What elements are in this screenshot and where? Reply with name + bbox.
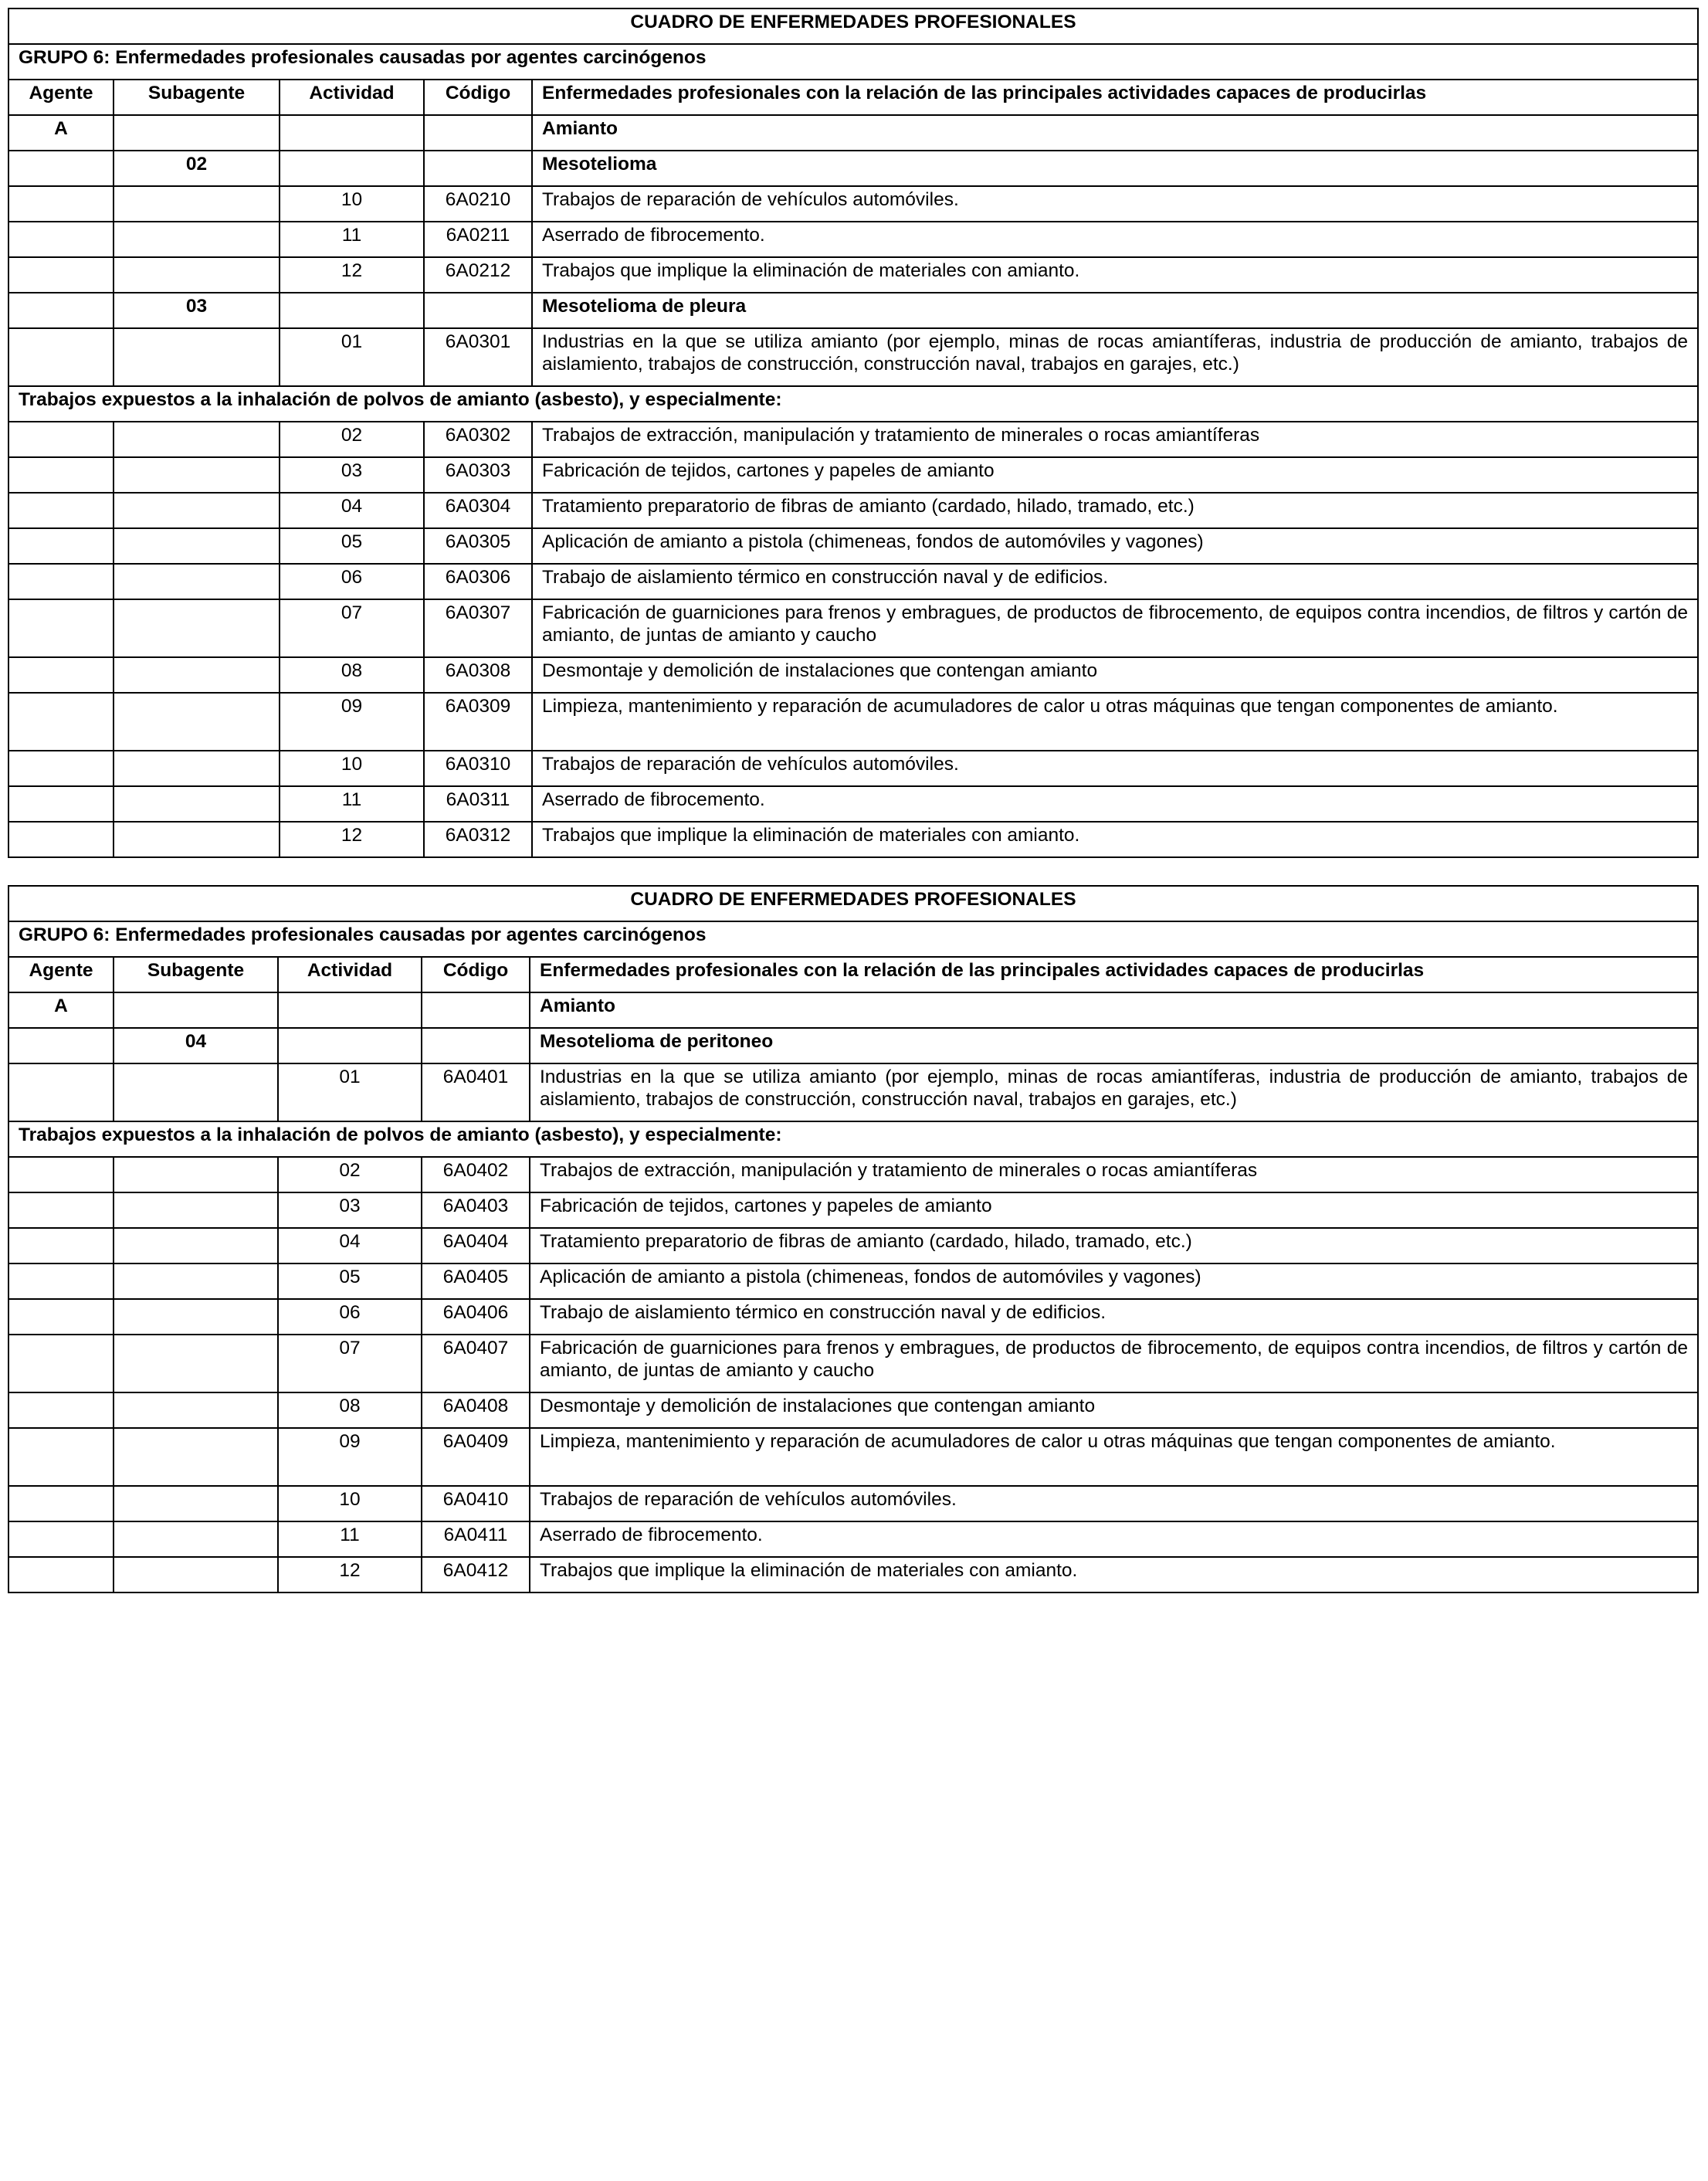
activity-cell: 08 <box>278 1392 422 1428</box>
table-row <box>8 1392 1698 1428</box>
table-title-row <box>8 886 1698 921</box>
empty-cell <box>8 564 114 599</box>
agent-name: Amianto <box>530 992 1698 1028</box>
header-subagente: Subagente <box>114 957 278 992</box>
empty-cell <box>8 657 114 693</box>
subagent-name: Mesotelioma <box>532 151 1698 186</box>
table-row <box>8 528 1698 564</box>
code-cell: 6A0410 <box>422 1486 530 1521</box>
empty-cell <box>114 1557 278 1593</box>
table-row <box>8 1299 1698 1335</box>
code-cell: 6A0407 <box>422 1335 530 1392</box>
table-row <box>8 328 1698 386</box>
empty-cell <box>8 186 114 222</box>
code-cell: 6A0306 <box>424 564 532 599</box>
code-cell: 6A0406 <box>422 1299 530 1335</box>
empty-cell <box>8 599 114 657</box>
group-row <box>8 44 1698 80</box>
code-cell: 6A0312 <box>424 822 532 857</box>
empty-cell <box>8 1157 114 1192</box>
description-cell: Trabajos que implique la eliminación de materiales con amianto. <box>532 822 1698 857</box>
header-descripcion: Enfermedades profesionales con la relación de las principales actividades capaces de producirlas <box>532 80 1698 115</box>
table-row <box>8 493 1698 528</box>
empty-cell <box>114 1486 278 1521</box>
code-cell: 6A0311 <box>424 786 532 822</box>
table-title: CUADRO DE ENFERMEDADES PROFESIONALES <box>8 8 1698 44</box>
code-cell: 6A0408 <box>422 1392 530 1428</box>
code-cell: 6A0310 <box>424 751 532 786</box>
code-cell: 6A0409 <box>422 1428 530 1486</box>
header-row <box>8 80 1698 115</box>
empty-cell <box>8 1299 114 1335</box>
header-row <box>8 957 1698 992</box>
table-row <box>8 1063 1698 1121</box>
activity-cell: 09 <box>280 693 424 751</box>
activity-cell: 11 <box>280 786 424 822</box>
description-cell: Limpieza, mantenimiento y reparación de acumuladores de calor u otras máquinas que tengan componentes de amianto. <box>530 1428 1698 1486</box>
activity-cell: 03 <box>280 457 424 493</box>
empty-cell <box>8 1263 114 1299</box>
activity-cell: 01 <box>280 328 424 386</box>
activity-cell: 12 <box>278 1557 422 1593</box>
empty-cell <box>114 1157 278 1192</box>
description-cell: Fabricación de tejidos, cartones y papeles de amianto <box>530 1192 1698 1228</box>
subagent-name: Mesotelioma de pleura <box>532 293 1698 328</box>
agent-row <box>8 992 1698 1028</box>
empty-cell <box>114 992 278 1028</box>
empty-cell <box>280 151 424 186</box>
description-cell: Trabajos de extracción, manipulación y tratamiento de minerales o rocas amiantíferas <box>530 1157 1698 1192</box>
code-cell: 6A0307 <box>424 599 532 657</box>
code-cell: 6A0308 <box>424 657 532 693</box>
empty-cell <box>278 1028 422 1063</box>
description-cell: Trabajos de reparación de vehículos automóviles. <box>532 751 1698 786</box>
activity-cell: 07 <box>280 599 424 657</box>
empty-cell <box>422 992 530 1028</box>
empty-cell <box>114 493 280 528</box>
description-cell: Desmontaje y demolición de instalaciones que contengan amianto <box>530 1392 1698 1428</box>
empty-cell <box>114 1335 278 1392</box>
code-cell: 6A0405 <box>422 1263 530 1299</box>
header-subagente: Subagente <box>114 80 280 115</box>
description-cell: Trabajo de aislamiento térmico en construcción naval y de edificios. <box>530 1299 1698 1335</box>
agent-name: Amianto <box>532 115 1698 151</box>
empty-cell <box>8 1192 114 1228</box>
description-cell: Trabajos de reparación de vehículos automóviles. <box>532 186 1698 222</box>
subagent-code: 03 <box>114 293 280 328</box>
empty-cell <box>8 293 114 328</box>
empty-cell <box>8 1486 114 1521</box>
empty-cell <box>8 1557 114 1593</box>
empty-cell <box>8 528 114 564</box>
description-cell: Aserrado de fibrocemento. <box>532 786 1698 822</box>
empty-cell <box>424 151 532 186</box>
header-actividad: Actividad <box>280 80 424 115</box>
empty-cell <box>114 1228 278 1263</box>
code-cell: 6A0305 <box>424 528 532 564</box>
empty-cell <box>114 328 280 386</box>
disease-table-2 <box>8 885 1699 1593</box>
table-row <box>8 1157 1698 1192</box>
table-row <box>8 1335 1698 1392</box>
activity-cell: 10 <box>280 751 424 786</box>
exposure-row <box>8 386 1698 422</box>
empty-cell <box>114 751 280 786</box>
empty-cell <box>278 992 422 1028</box>
empty-cell <box>8 457 114 493</box>
empty-cell <box>114 422 280 457</box>
empty-cell <box>114 1392 278 1428</box>
empty-cell <box>424 115 532 151</box>
table-row <box>8 1263 1698 1299</box>
activity-cell: 10 <box>278 1486 422 1521</box>
description-cell: Trabajos que implique la eliminación de materiales con amianto. <box>530 1557 1698 1593</box>
table-row <box>8 822 1698 857</box>
empty-cell <box>422 1028 530 1063</box>
header-codigo: Código <box>424 80 532 115</box>
empty-cell <box>8 257 114 293</box>
empty-cell <box>8 151 114 186</box>
table-row <box>8 186 1698 222</box>
empty-cell <box>8 822 114 857</box>
table-row <box>8 1557 1698 1593</box>
code-cell: 6A0303 <box>424 457 532 493</box>
code-cell: 6A0401 <box>422 1063 530 1121</box>
table-row <box>8 1486 1698 1521</box>
subagent-row <box>8 151 1698 186</box>
header-descripcion: Enfermedades profesionales con la relación de las principales actividades capaces de producirlas <box>530 957 1698 992</box>
code-cell: 6A0210 <box>424 186 532 222</box>
empty-cell <box>8 222 114 257</box>
activity-cell: 06 <box>280 564 424 599</box>
table-row <box>8 1192 1698 1228</box>
empty-cell <box>114 115 280 151</box>
empty-cell <box>114 564 280 599</box>
activity-cell: 01 <box>278 1063 422 1121</box>
table-row <box>8 1228 1698 1263</box>
table-row <box>8 457 1698 493</box>
empty-cell <box>8 1521 114 1557</box>
agent-code: A <box>8 115 114 151</box>
code-cell: 6A0404 <box>422 1228 530 1263</box>
table-row <box>8 564 1698 599</box>
empty-cell <box>114 257 280 293</box>
code-cell: 6A0309 <box>424 693 532 751</box>
header-actividad: Actividad <box>278 957 422 992</box>
description-cell: Aplicación de amianto a pistola (chimeneas, fondos de automóviles y vagones) <box>530 1263 1698 1299</box>
description-cell: Tratamiento preparatorio de fibras de amianto (cardado, hilado, tramado, etc.) <box>532 493 1698 528</box>
description-cell: Trabajo de aislamiento térmico en construcción naval y de edificios. <box>532 564 1698 599</box>
empty-cell <box>8 1063 114 1121</box>
description-cell: Desmontaje y demolición de instalaciones que contengan amianto <box>532 657 1698 693</box>
group-title: GRUPO 6: Enfermedades profesionales causadas por agentes carcinógenos <box>8 44 1698 80</box>
empty-cell <box>114 1263 278 1299</box>
empty-cell <box>114 1063 278 1121</box>
description-cell: Industrias en la que se utiliza amianto (por ejemplo, minas de rocas amiantíferas, industria de producción de amianto, trabajos de aislamiento, trabajos de construcción, construcción naval, trabajos en garajes, etc.) <box>530 1063 1698 1121</box>
table-row <box>8 599 1698 657</box>
table-row <box>8 422 1698 457</box>
empty-cell <box>114 786 280 822</box>
code-cell: 6A0403 <box>422 1192 530 1228</box>
code-cell: 6A0304 <box>424 493 532 528</box>
description-cell: Aserrado de fibrocemento. <box>532 222 1698 257</box>
empty-cell <box>8 493 114 528</box>
empty-cell <box>114 1428 278 1486</box>
table-row <box>8 751 1698 786</box>
empty-cell <box>8 786 114 822</box>
table-row <box>8 257 1698 293</box>
table-row <box>8 222 1698 257</box>
activity-cell: 11 <box>280 222 424 257</box>
exposure-heading: Trabajos expuestos a la inhalación de polvos de amianto (asbesto), y especialmente: <box>8 386 1698 422</box>
activity-cell: 08 <box>280 657 424 693</box>
description-cell: Fabricación de guarniciones para frenos y embragues, de productos de fibrocemento, de equipos contra incendios, de filtros y cartón de amianto, de juntas de amianto y caucho <box>530 1335 1698 1392</box>
activity-cell: 07 <box>278 1335 422 1392</box>
empty-cell <box>114 822 280 857</box>
subagent-code: 04 <box>114 1028 278 1063</box>
description-cell: Trabajos que implique la eliminación de materiales con amianto. <box>532 257 1698 293</box>
agent-code: A <box>8 992 114 1028</box>
activity-cell: 03 <box>278 1192 422 1228</box>
empty-cell <box>280 293 424 328</box>
header-agente: Agente <box>8 957 114 992</box>
empty-cell <box>114 222 280 257</box>
exposure-row <box>8 1121 1698 1157</box>
description-cell: Limpieza, mantenimiento y reparación de acumuladores de calor u otras máquinas que tengan componentes de amianto. <box>532 693 1698 751</box>
header-codigo: Código <box>422 957 530 992</box>
empty-cell <box>8 751 114 786</box>
activity-cell: 12 <box>280 822 424 857</box>
empty-cell <box>114 693 280 751</box>
code-cell: 6A0212 <box>424 257 532 293</box>
empty-cell <box>8 693 114 751</box>
empty-cell <box>114 1299 278 1335</box>
subagent-code: 02 <box>114 151 280 186</box>
code-cell: 6A0402 <box>422 1157 530 1192</box>
empty-cell <box>8 1428 114 1486</box>
code-cell: 6A0302 <box>424 422 532 457</box>
empty-cell <box>114 657 280 693</box>
empty-cell <box>8 1228 114 1263</box>
table-title: CUADRO DE ENFERMEDADES PROFESIONALES <box>8 886 1698 921</box>
code-cell: 6A0301 <box>424 328 532 386</box>
activity-cell: 06 <box>278 1299 422 1335</box>
description-cell: Aserrado de fibrocemento. <box>530 1521 1698 1557</box>
description-cell: Aplicación de amianto a pistola (chimeneas, fondos de automóviles y vagones) <box>532 528 1698 564</box>
code-cell: 6A0411 <box>422 1521 530 1557</box>
empty-cell <box>8 422 114 457</box>
empty-cell <box>114 186 280 222</box>
activity-cell: 11 <box>278 1521 422 1557</box>
empty-cell <box>114 1521 278 1557</box>
activity-cell: 05 <box>280 528 424 564</box>
table-row <box>8 1428 1698 1486</box>
group-row <box>8 921 1698 957</box>
activity-cell: 05 <box>278 1263 422 1299</box>
code-cell: 6A0412 <box>422 1557 530 1593</box>
subagent-name: Mesotelioma de peritoneo <box>530 1028 1698 1063</box>
activity-cell: 04 <box>280 493 424 528</box>
table-title-row <box>8 8 1698 44</box>
empty-cell <box>8 1028 114 1063</box>
table-row <box>8 693 1698 751</box>
empty-cell <box>114 599 280 657</box>
empty-cell <box>8 1335 114 1392</box>
empty-cell <box>114 528 280 564</box>
empty-cell <box>424 293 532 328</box>
empty-cell <box>114 457 280 493</box>
activity-cell: 12 <box>280 257 424 293</box>
empty-cell <box>114 1192 278 1228</box>
empty-cell <box>8 1392 114 1428</box>
exposure-heading: Trabajos expuestos a la inhalación de polvos de amianto (asbesto), y especialmente: <box>8 1121 1698 1157</box>
table-row <box>8 786 1698 822</box>
activity-cell: 02 <box>280 422 424 457</box>
description-cell: Trabajos de reparación de vehículos automóviles. <box>530 1486 1698 1521</box>
disease-table-1 <box>8 8 1699 858</box>
description-cell: Trabajos de extracción, manipulación y tratamiento de minerales o rocas amiantíferas <box>532 422 1698 457</box>
table-row <box>8 1521 1698 1557</box>
description-cell: Fabricación de guarniciones para frenos y embragues, de productos de fibrocemento, de equipos contra incendios, de filtros y cartón de amianto, de juntas de amianto y caucho <box>532 599 1698 657</box>
code-cell: 6A0211 <box>424 222 532 257</box>
activity-cell: 02 <box>278 1157 422 1192</box>
table-row <box>8 657 1698 693</box>
activity-cell: 10 <box>280 186 424 222</box>
description-cell: Tratamiento preparatorio de fibras de amianto (cardado, hilado, tramado, etc.) <box>530 1228 1698 1263</box>
agent-row <box>8 115 1698 151</box>
subagent-row <box>8 1028 1698 1063</box>
header-agente: Agente <box>8 80 114 115</box>
subagent-row <box>8 293 1698 328</box>
empty-cell <box>280 115 424 151</box>
group-title: GRUPO 6: Enfermedades profesionales causadas por agentes carcinógenos <box>8 921 1698 957</box>
empty-cell <box>8 328 114 386</box>
activity-cell: 09 <box>278 1428 422 1486</box>
description-cell: Fabricación de tejidos, cartones y papeles de amianto <box>532 457 1698 493</box>
activity-cell: 04 <box>278 1228 422 1263</box>
description-cell: Industrias en la que se utiliza amianto (por ejemplo, minas de rocas amiantíferas, industria de producción de amianto, trabajos de aislamiento, trabajos de construcción, construcción naval, trabajos en garajes, etc.) <box>532 328 1698 386</box>
